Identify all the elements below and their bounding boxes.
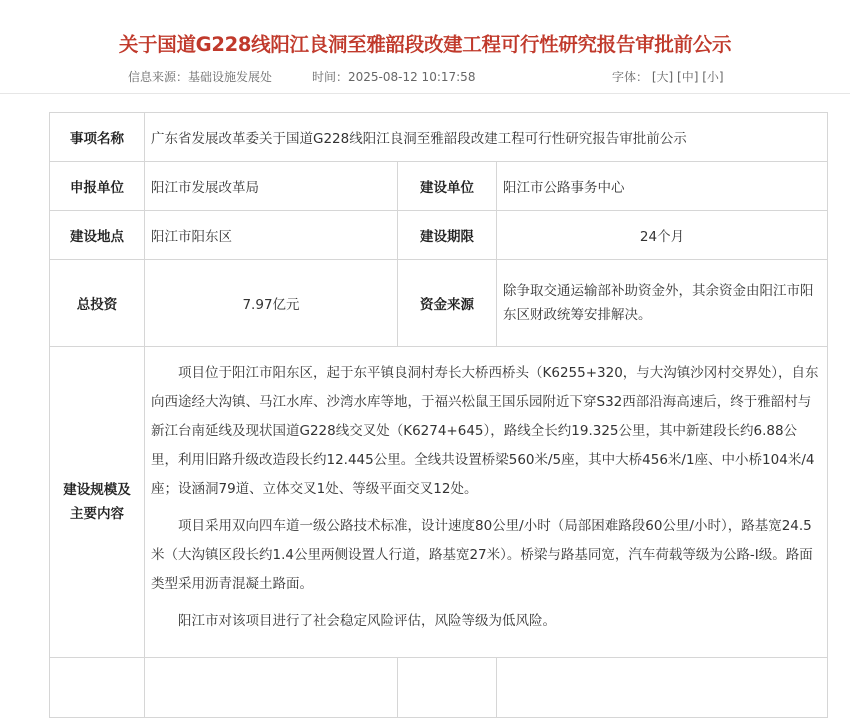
location-label: 建设地点 xyxy=(50,211,145,260)
builder-value: 阳江市公路事务中心 xyxy=(497,162,828,211)
scale-paragraph: 阳江市对该项目进行了社会稳定风险评估，风险等级为低风险。 xyxy=(178,612,556,629)
period-value: 24个月 xyxy=(497,211,828,260)
applicant-label: 申报单位 xyxy=(50,162,145,211)
project-info-table xyxy=(49,112,828,718)
item-name-label: 事项名称 xyxy=(50,113,145,162)
applicant-value: 阳江市发展改革局 xyxy=(145,162,398,211)
table-row xyxy=(50,260,828,347)
investment-value: 7.97亿元 xyxy=(145,260,398,347)
empty-cell xyxy=(50,658,145,718)
header-divider xyxy=(0,93,850,94)
builder-label: 建设单位 xyxy=(398,162,497,211)
table-row xyxy=(50,347,828,658)
info-source: 信息来源：基础设施发展处 xyxy=(128,70,273,84)
scale-label-line2: 主要内容 xyxy=(70,506,124,522)
scale-content xyxy=(145,347,828,658)
font-small-link[interactable]: [小] xyxy=(702,70,724,84)
publish-time: 时间：2025-08-12 10:17:58 xyxy=(312,70,476,84)
table-row xyxy=(50,658,828,718)
page-title: 关于国道G228线阳江良洞至雅韶段改建工程可行性研究报告审批前公示 xyxy=(118,33,732,56)
investment-label: 总投资 xyxy=(50,260,145,347)
table-row xyxy=(50,211,828,260)
fund-source-label: 资金来源 xyxy=(398,260,497,347)
empty-cell xyxy=(145,658,398,718)
item-name-value: 广东省发展改革委关于国道G228线阳江良洞至雅韶段改建工程可行性研究报告审批前公示 xyxy=(145,113,828,162)
empty-cell xyxy=(497,658,828,718)
font-size-label: 字体： xyxy=(612,70,649,84)
font-large-link[interactable]: [大] xyxy=(651,70,674,84)
scale-label xyxy=(50,347,145,658)
table-row xyxy=(50,162,828,211)
scale-paragraph: 项目采用双向四车道一级公路技术标准，设计速度80公里/小时（局部困难路段60公里/小时），路基宽24.5米（大沟镇区段长约1.4公里两侧设置人行道，路基宽27米）。桥梁与路基同宽，汽车荷载等级为公路-Ⅰ级。路面类型采用沥青混凝土路面。 xyxy=(151,517,813,592)
font-size-switcher xyxy=(612,68,724,85)
period-label: 建设期限 xyxy=(398,211,497,260)
fund-source-value: 除争取交通运输部补助资金外，其余资金由阳江市阳东区财政统筹安排解决。 xyxy=(497,260,828,347)
empty-cell xyxy=(398,658,497,718)
location-value: 阳江市阳东区 xyxy=(145,211,398,260)
table-row xyxy=(50,113,828,162)
scale-paragraph: 项目位于阳江市阳东区，起于东平镇良洞村寿长大桥西桥头（K6255+320，与大沟镇沙冈村交界处），自东向西途经大沟镇、马江水库、沙湾水库等地，于福兴松鼠王国乐园附近下穿S32西部沿海高速后，终于雅韶村与新江台南延线及现状国道G228线交叉处（K6274+645），路线全长约19.325公里，其中新建段长约6.88公里，利用旧路升级改造段长约12.445公里。全线共设置桥梁560米/5座，其中大桥456米/1座、中小桥104米/4座；设涵洞79道、立体交叉1处、等级平面交叉12处。 xyxy=(151,364,819,497)
font-medium-link[interactable]: [中] xyxy=(677,70,699,84)
scale-label-line1: 建设规模及 xyxy=(63,482,131,498)
